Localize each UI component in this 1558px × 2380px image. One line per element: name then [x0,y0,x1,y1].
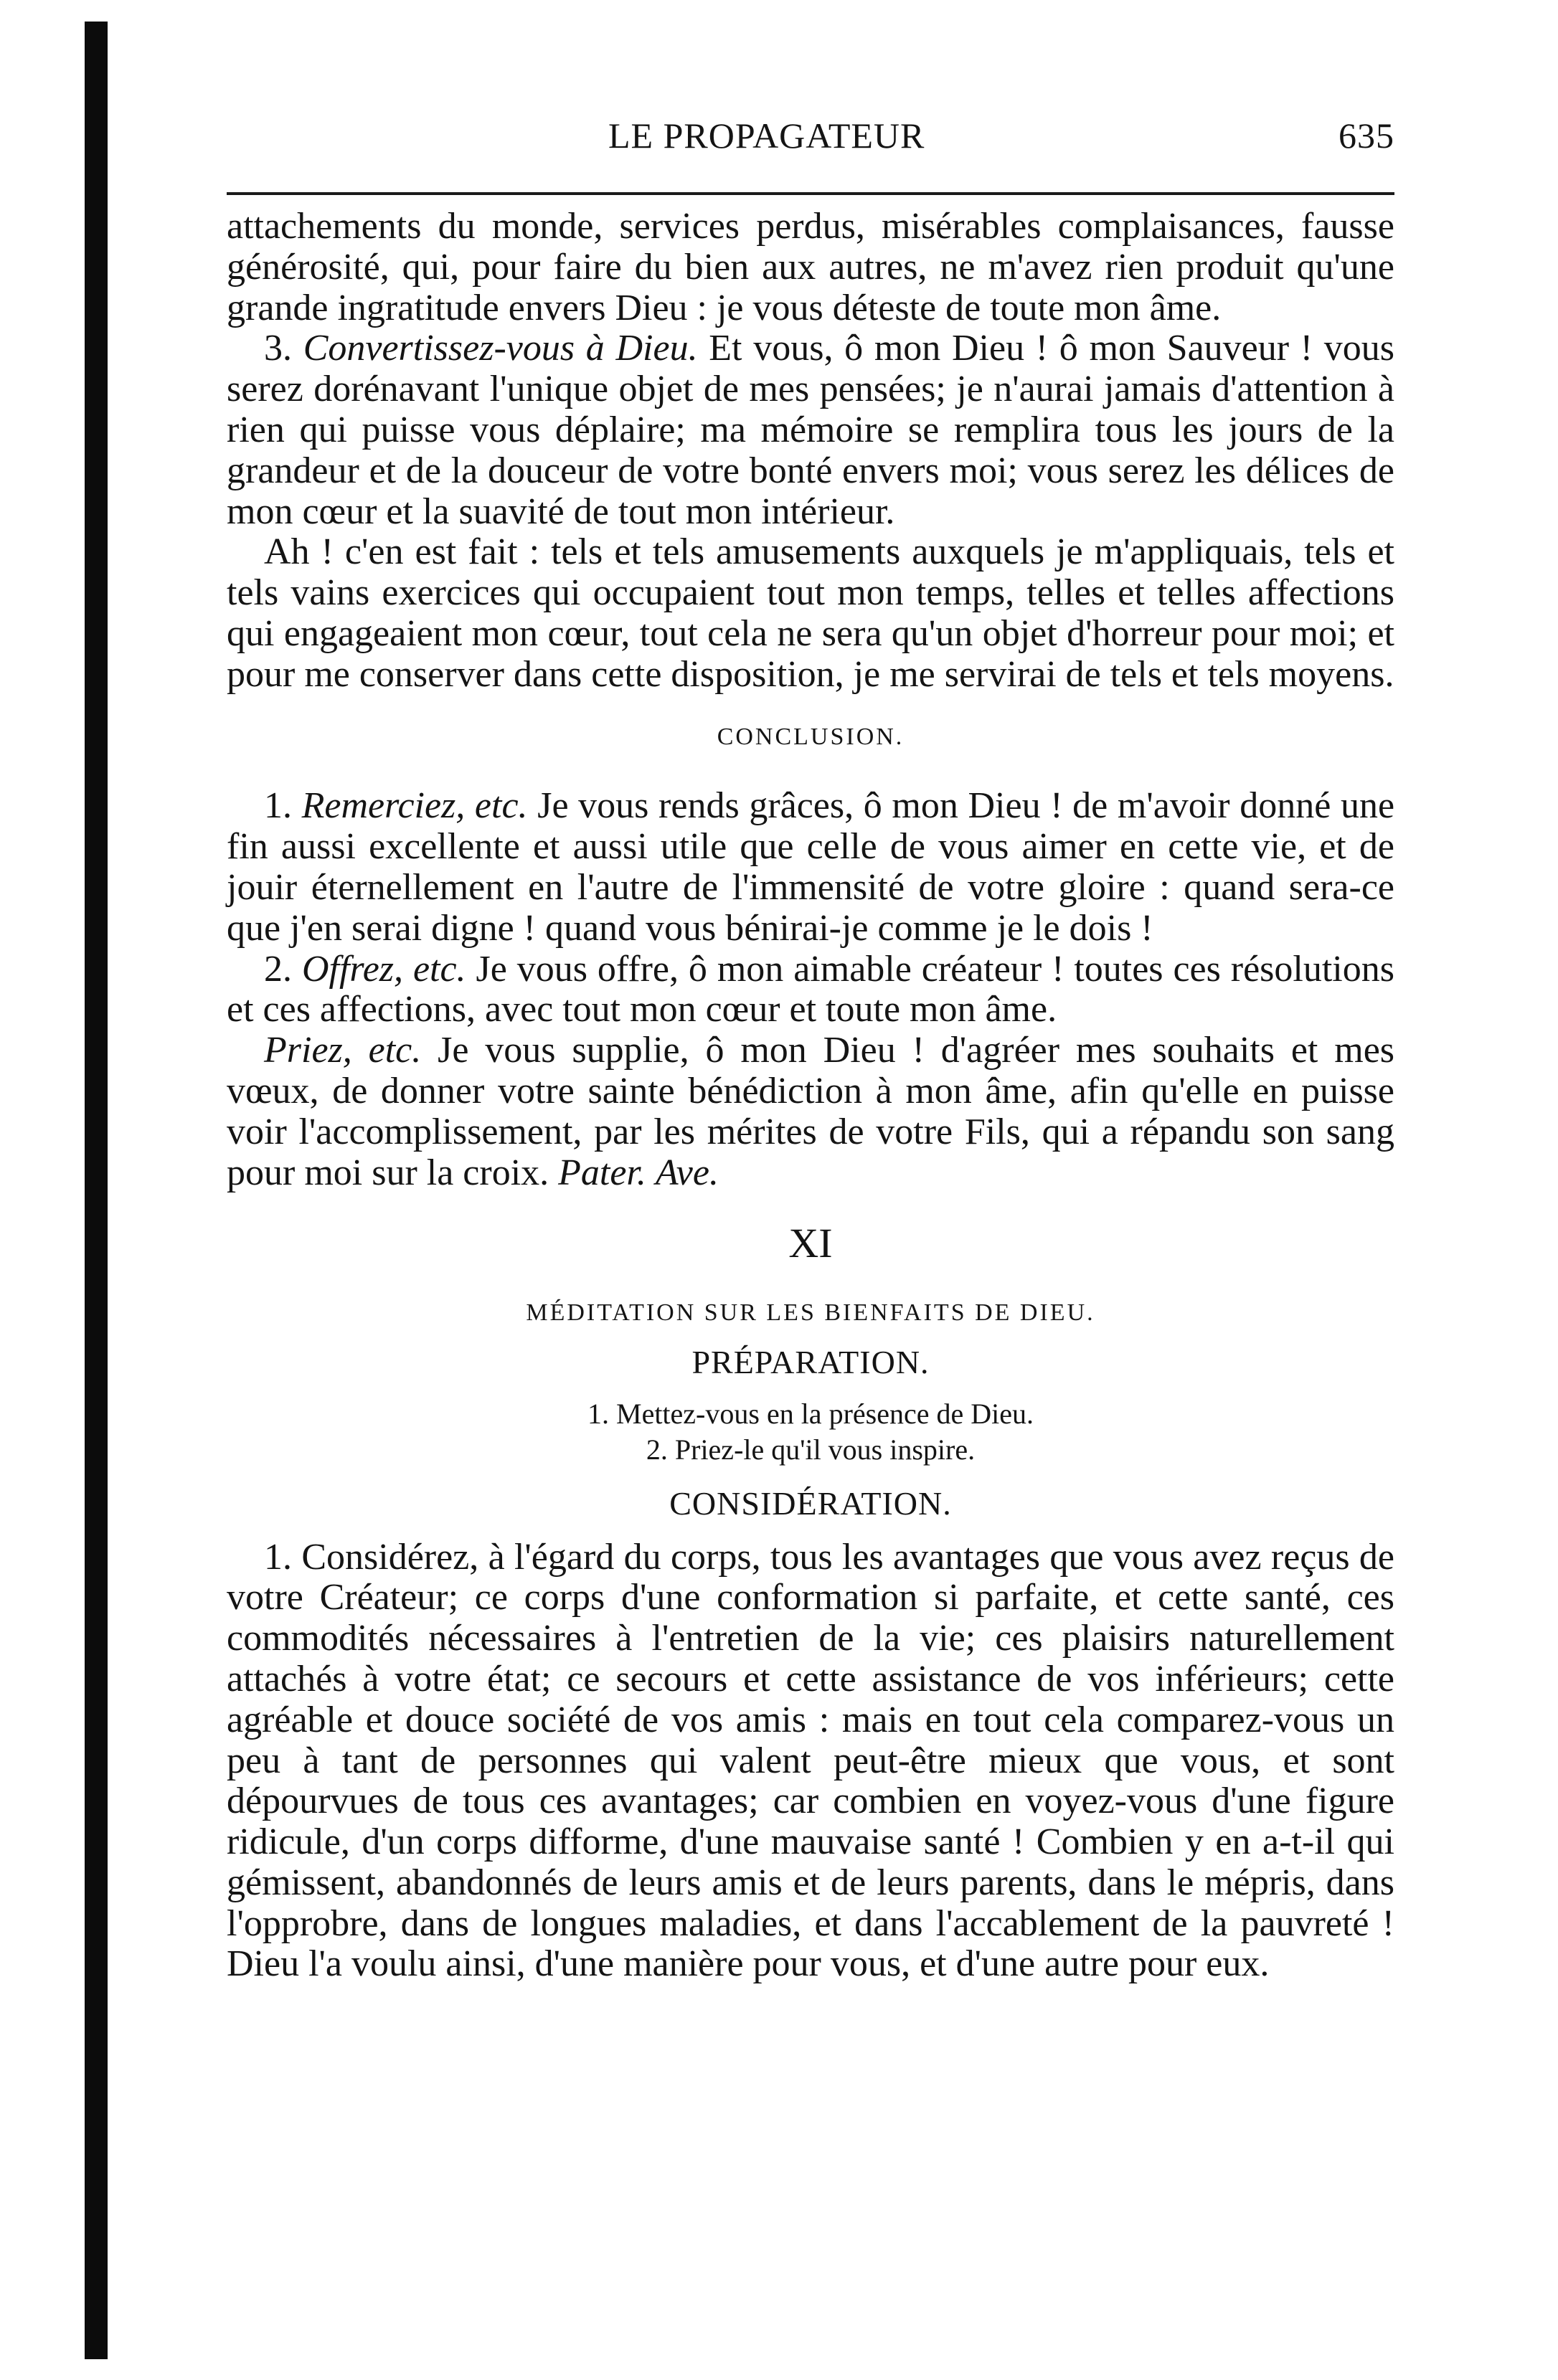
book-page [227,108,1394,1985]
point-text: Je vous supplie, ô mon Dieu ! d'agréer mes souhaits et mes vœux, de donner votre sainte bénédiction à mon âme, afin qu'elle en puisse voir l'accomplissement, par les mérites de votre Fils, qui a répandu son sang pour moi sur la croix. [227,1030,1395,1193]
point-lead: Remerciez, etc. [301,785,528,827]
paragraph-priez [227,1030,1394,1193]
scan-binding-edge [85,22,108,2359]
point-number: 3. [264,328,292,369]
point-number: 1. [264,785,292,827]
pater: Pater. [558,1152,646,1193]
preparation-steps [227,1396,1394,1468]
running-title: LE PROPAGATEUR [608,115,925,156]
point-lead: Priez, etc. [264,1030,422,1071]
point-text: Je vous rends grâces, ô mon Dieu ! de m'avoir donné une fin aussi excellente et aussi utile que celle de vous aimer en cette vie, et de jouir éternellement en l'autre de l'immensité de votre gloire : quand sera-ce que j'en serai digne ! quand vous bénirai-je comme je le dois ! [227,785,1395,949]
meditation-title: MÉDITATION SUR LES BIENFAITS DE DIEU. [526,1299,1095,1327]
preparation-step: 2. Priez-le qu'il vous inspire. [646,1433,976,1466]
page-header [227,108,1394,179]
paragraph-consideration: 1. Considérez, à l'égard du corps, tous les avantages que vous avez reçus de votre Créateur; ce corps d'une conformation si parfaite, et cette santé, ces commodités nécessaires à l'entretien de la vie; ces plaisirs naturellement attachés à votre état; ce secours et cette assistance de vos inférieurs; cette agréable et douce société de vos amis : mais en tout cela comparez-vous un peu à tant de personnes qui valent peut-être mieux que vous, et sont dépourvues de tous ces avantages; car combien en voyez-vous d'une figure ridicule, d'un corps difforme, d'une mauvaise santé ! Combien y en a-t-il qui gémissent, abandonnés de leurs amis et de leurs parents, dans le mépris, dans l'opprobre, dans de longues maladies, et dans l'accablement de la pauvreté ! Dieu l'a voulu ainsi, d'une manière pour vous, et d'une autre pour eux. [227,1536,1394,1985]
point-text: Et vous, ô mon Dieu ! ô mon Sauveur ! vous serez dorénavant l'unique objet de mes pensées; je n'aurai jamais d'attention à rien qui puisse vous déplaire; ma mémoire se remplira tous les jours de la grandeur et de la douceur de votre bonté envers moi; vous serez les délices de mon cœur et la suavité de tout mon intérieur. [227,328,1395,532]
point-lead: Offrez, etc. [301,948,466,990]
page-body [227,207,1394,1985]
paragraph-resolution: Ah ! c'en est fait : tels et tels amusements auxquels je m'appliquais, tels et tels vains exercices qui occupaient tout mon temps, telles et telles affections qui engageaient mon cœur, tout cela ne sera qu'un objet d'horreur pour moi; et pour me conserver dans cette disposition, je me servirai de tels et tels moyens. [227,531,1394,695]
point-lead: Convertissez-vous à Dieu. [303,328,698,369]
point-text: Je vous offre, ô mon aimable créateur ! toutes ces résolutions et ces affections, avec tout mon cœur et toute mon âme. [227,948,1394,1030]
paragraph-convertissez [227,328,1394,532]
paragraph-remerciez [227,786,1394,949]
chapter-number: XI [788,1220,833,1267]
paragraph-offrez [227,949,1394,1031]
paragraph-continuation: attachements du monde, services perdus, misérables complaisances, fausse générosité, qui, pour faire du bien aux autres, ne m'avez rien produit qu'une grande ingratitude envers Dieu : je vous déteste de toute mon âme. [227,206,1394,328]
ave: Ave. [655,1152,719,1193]
consideration-heading: CONSIDÉRATION. [669,1484,952,1522]
page-number: 635 [1339,115,1394,156]
preparation-step: 1. Mettez-vous en la présence de Dieu. [587,1397,1034,1430]
conclusion-heading: CONCLUSION. [717,723,905,750]
header-rule [227,192,1394,195]
point-number: 2. [264,948,292,990]
preparation-heading: PRÉPARATION. [691,1343,930,1380]
